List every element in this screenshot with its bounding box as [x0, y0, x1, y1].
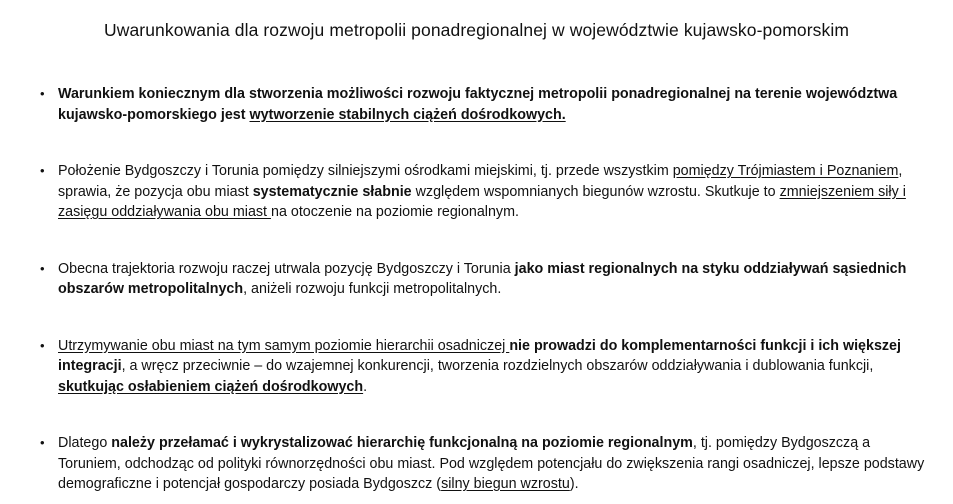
bullet-text: [58, 435, 924, 492]
text-segment: Dlatego: [58, 435, 112, 451]
text-segment: ).: [569, 476, 579, 492]
text-segment: , a wręcz przeciwnie – do wzajemnej konkurencji, tworzenia rozdzielnych obszarów oddziaływania i dublowania funkcji,: [121, 358, 874, 374]
list-item: [40, 161, 925, 223]
bullet-icon: •: [40, 86, 45, 101]
text-segment: Utrzymywanie obu miast na tym samym poziomie hierarchii osadniczej: [58, 337, 510, 354]
bullet-icon: •: [40, 163, 45, 178]
text-segment: jako miast regionalnych na styku oddziaływań sąsiednich obszarów metropolitalnych: [58, 260, 907, 297]
text-segment: , sprawia, że pozycja obu miast: [58, 163, 903, 200]
text-segment: pomiędzy Trójmiastem i Poznaniem: [672, 163, 899, 179]
bullet-text: [58, 261, 906, 298]
text-segment: nie prowadzi do komplementarności funkcji i ich większej integracji: [58, 337, 901, 374]
text-segment: .: [363, 378, 368, 395]
text-segment: względem wspomnianych biegunów wzrostu. Skutkuje to: [411, 183, 780, 200]
text-segment: systematycznie słabnie: [252, 183, 412, 200]
bullet-text: [58, 86, 897, 123]
page-title: Uwarunkowania dla rozwoju metropolii ponadregionalnej w województwie kujawsko-pomorskim: [103, 20, 849, 40]
text-segment: wytworzenie stabilnych ciążeń dośrodkowych.: [249, 106, 566, 123]
list-item: [40, 84, 925, 125]
text-segment: , aniżeli rozwoju funkcji metropolitalnych.: [243, 281, 502, 297]
text-segment: , tj. pomiędzy Bydgoszczą a Toruniem, odchodząc od polityki równorzędności obu miast. Pod względem potencjału do zwiększenia rangi osadniczej, lepsze podstawy demograficzne i potencjał gospodarczy posiada Bydgoszcz (: [58, 435, 925, 492]
list-item: [40, 259, 925, 300]
text-segment: silny biegun wzrostu: [441, 476, 570, 492]
text-segment: zmniejszeniem siły i zasięgu oddziaływania obu miast: [58, 183, 906, 220]
bullet-icon: •: [40, 260, 45, 276]
text-segment: Warunkiem koniecznym dla stworzenia możliwości rozwoju faktycznej metropolii ponadregionalnej na terenie województwa kujawsko-pomorskiego jest: [58, 86, 898, 123]
text-segment: Obecna trajektoria rozwoju raczej utrwala pozycję Bydgoszczy i Torunia: [58, 260, 515, 277]
text-segment: na otoczenie na poziomie regionalnym.: [271, 204, 519, 220]
text-segment: Położenie Bydgoszczy i Torunia pomiędzy silniejszymi ośrodkami miejskimi, tj. przede wszystkim: [58, 163, 673, 179]
bullet-icon: •: [40, 435, 45, 450]
bullet-icon: •: [40, 337, 45, 353]
text-segment: skutkując osłabieniem ciążeń dośrodkowych: [58, 378, 364, 395]
text-segment: należy przełamać i wykrystalizować hierarchię funkcjonalną na poziomie regionalnym: [111, 435, 693, 451]
bullet-text: [58, 338, 901, 395]
bullet-list: [40, 84, 925, 504]
list-item: [40, 433, 925, 495]
list-item: [40, 336, 925, 398]
bullet-text: [58, 163, 906, 220]
